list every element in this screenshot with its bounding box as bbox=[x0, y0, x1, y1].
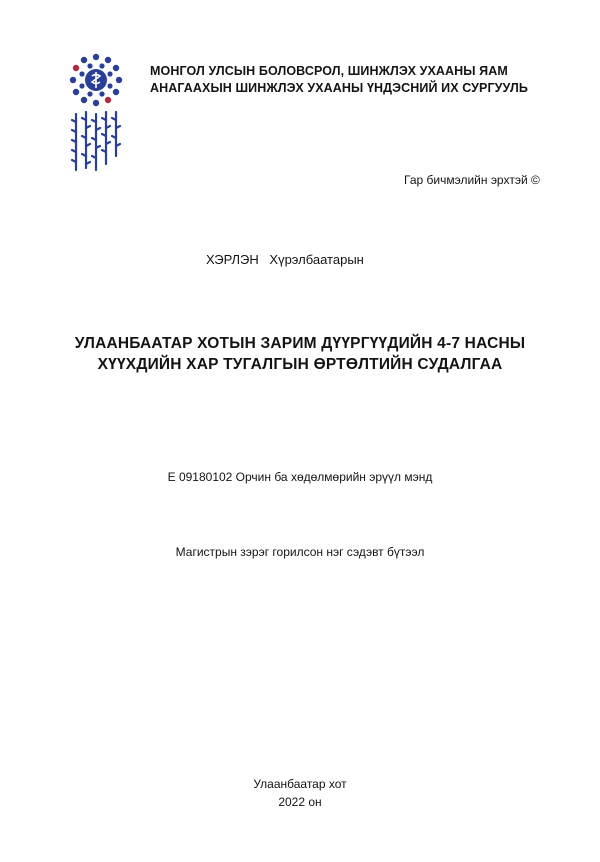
university-emblem-icon bbox=[62, 46, 130, 176]
university-name: АНАГААХЫН ШИНЖЛЭХ УХААНЫ ҮНДЭСНИЙ ИХ СУРГУУЛЬ bbox=[150, 81, 528, 95]
city: Улаанбаатар хот bbox=[253, 777, 347, 791]
place-and-year bbox=[0, 775, 600, 811]
thesis-title bbox=[40, 333, 560, 375]
specialty-code: Е 09180102 Орчин ба хөдөлмөрийн эрүүл мэнд bbox=[167, 470, 433, 484]
degree-statement: Магистрын зэрэг горилсон нэг сэдэвт бүтээл bbox=[175, 545, 425, 559]
copyright-notice: Гар бичмэлийн эрхтэй © bbox=[404, 173, 540, 187]
thesis-title-line-2: ХҮҮХДИЙН ХАР ТУГАЛГЫН ӨРТӨЛТИЙН СУДАЛГАА bbox=[97, 356, 503, 373]
year: 2022 он bbox=[278, 795, 322, 809]
ministry-name: МОНГОЛ УЛСЫН БОЛОВСРОЛ, ШИНЖЛЭХ УХААНЫ ЯАМ bbox=[150, 64, 508, 78]
author-name bbox=[206, 252, 364, 267]
author-patronymic: Хүрэлбаатарын bbox=[269, 252, 364, 267]
institution-header bbox=[150, 63, 570, 97]
author-given-name: ХЭРЛЭН bbox=[206, 252, 259, 267]
vertical-script-mark bbox=[72, 112, 120, 170]
thesis-title-line-1: УЛААНБААТАР ХОТЫН ЗАРИМ ДҮҮРГҮҮДИЙН 4-7 НАСНЫ bbox=[74, 335, 526, 352]
